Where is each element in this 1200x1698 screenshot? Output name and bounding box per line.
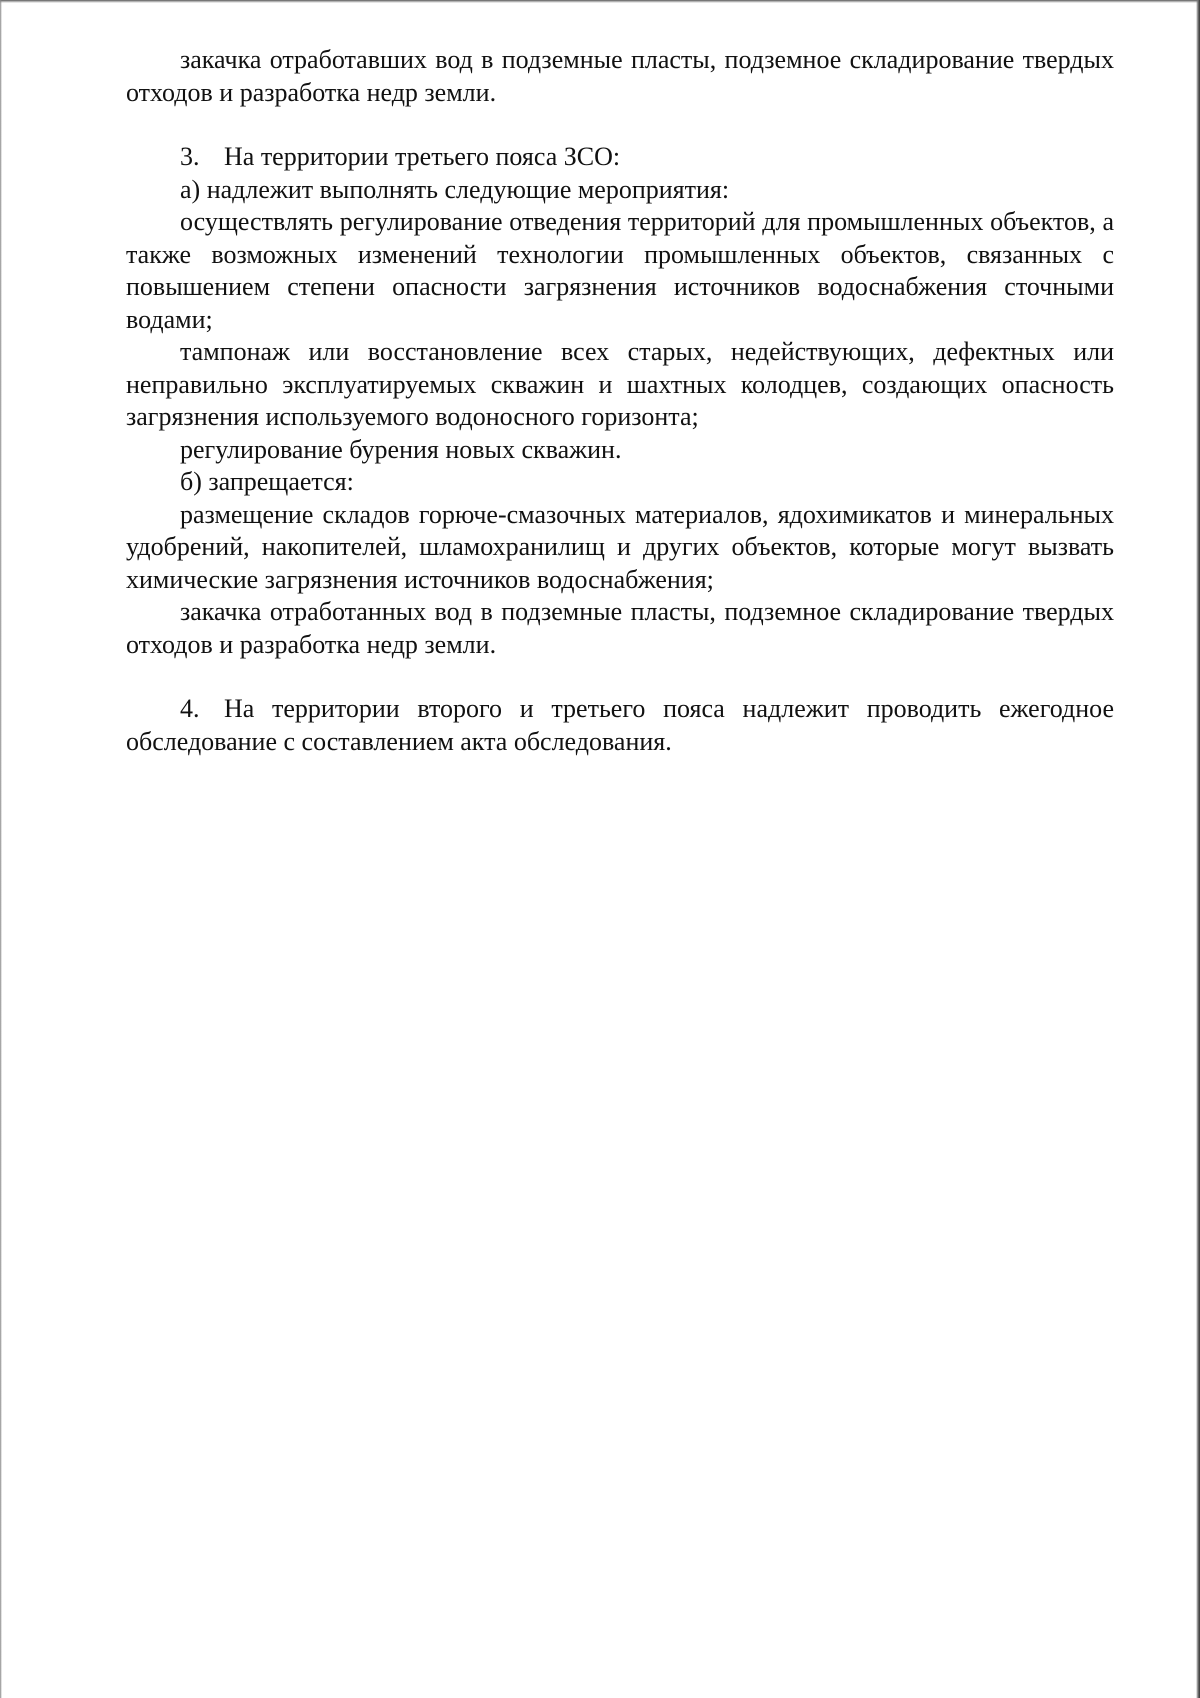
document-body [126, 44, 1114, 758]
section-3-heading [126, 141, 1114, 174]
paragraph-drilling-regulation: регулирование бурения новых скважин. [180, 434, 622, 464]
section-4-paragraph [126, 693, 1114, 758]
paragraph-storage-prohibition: размещение складов горюче-смазочных материалов, ядохимикатов и минеральных удобрений, накопителей, шламохранилищ и других объектов, которые могут вызвать химические загрязнения источников водоснабжения; [126, 499, 1114, 594]
subsection-a-heading: а) надлежит выполнять следующие мероприятия: [180, 174, 730, 204]
paragraph-plugging-wells: тампонаж или восстановление всех старых, недействующих, дефектных или неправильно эксплуатируемых скважин и шахтных колодцев, создающих опасность загрязнения используемого водоносного горизонта; [126, 337, 1114, 431]
scan-edge-right [1196, 0, 1200, 1698]
paragraph-continuation: закачка отработавших вод в подземные пласты, подземное складирование твердых отходов и разработка недр земли. [126, 45, 1114, 107]
section-3-number: 3. [180, 142, 200, 171]
subsection-b-heading: б) запрещается: [180, 467, 354, 496]
scan-edge-left [0, 0, 2, 1698]
section-3-title: На территории третьего пояса ЗСО: [224, 142, 621, 171]
paragraph-regulation-allotment: осуществлять регулирование отведения территорий для промышленных объектов, а также возможных изменений технологии промышленных объектов, связанных с повышением степени опасности загрязнения источников водоснабжения сточными водами; [126, 207, 1114, 334]
paragraph-injection-prohibition: закачка отработанных вод в подземные пласты, подземное складирование твердых отходов и разработка недр земли. [126, 597, 1114, 659]
section-4-number: 4. [180, 694, 200, 723]
section-4-text: На территории второго и третьего пояса надлежит проводить ежегодное обследование с составлением акта обследования. [126, 694, 1114, 756]
scan-edge-top [0, 0, 1200, 3]
